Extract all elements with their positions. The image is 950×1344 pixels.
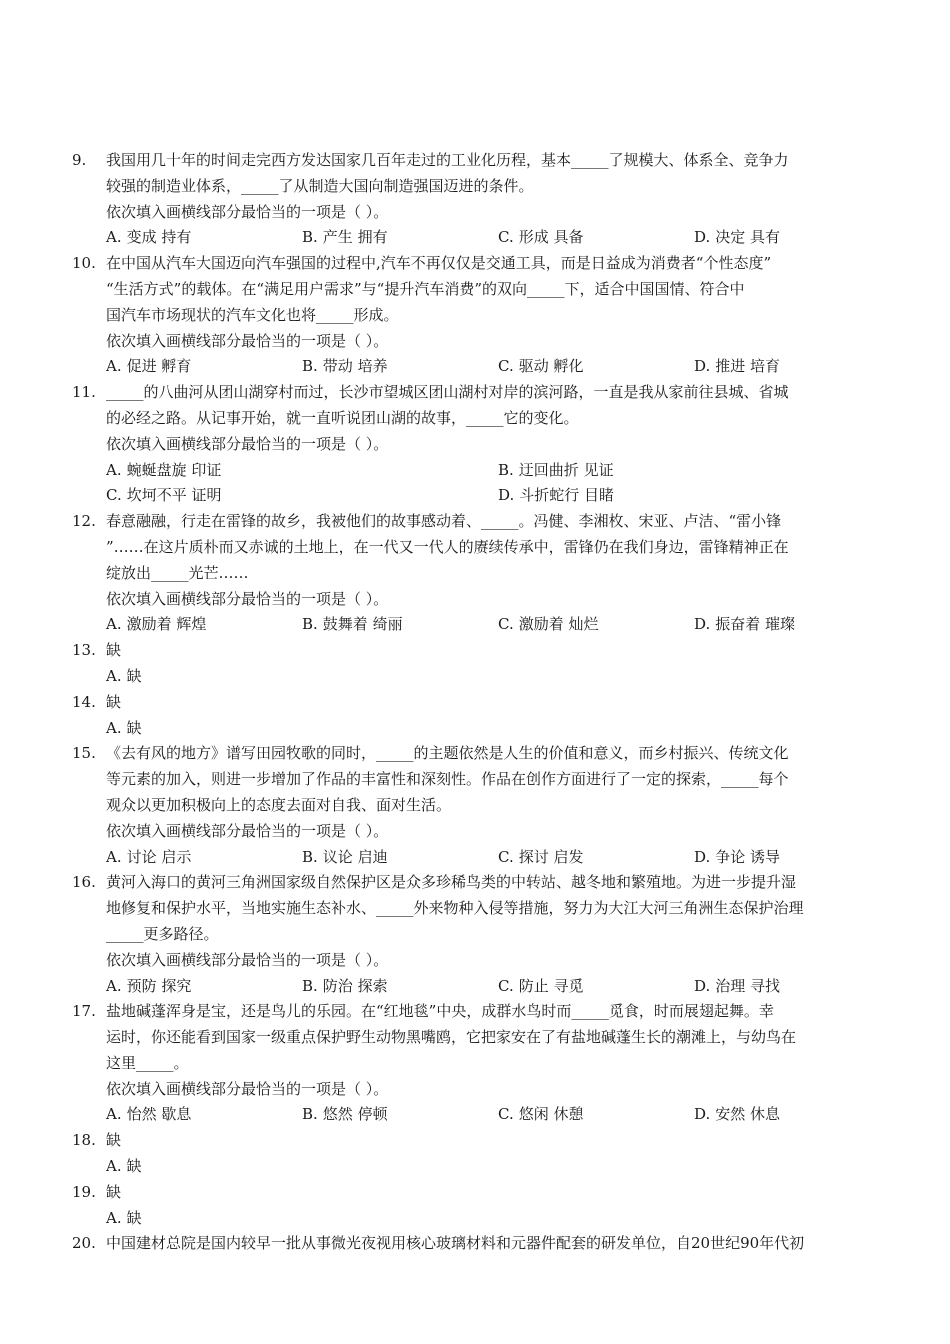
option-text: 探讨 启发 (518, 847, 584, 866)
question-block (72, 148, 880, 251)
option-text: 议论 启迪 (322, 847, 388, 866)
option-label: A. (106, 666, 122, 685)
option-item[interactable] (694, 612, 890, 638)
option-text: 形成 具备 (518, 228, 584, 247)
option-label: A. (106, 847, 122, 866)
question-stem-line: 盐地碱蓬浑身是宝，还是鸟儿的乐园。在“红地毯”中央，成群水鸟时而_____觅食，时而展翅起舞。幸 (106, 1002, 774, 1021)
option-text: 缺 (126, 718, 142, 737)
question-stem-line: 在中国从汽车大国迈向汽车强国的过程中,汽车不再仅仅是交通工具，而是日益成为消费者“个性态度” (106, 254, 772, 273)
options-group (106, 1102, 880, 1128)
option-item[interactable] (106, 1102, 302, 1128)
question-stem-line: “生活方式”的载体。在“满足用户需求”与“提升汽车消费”的双向_____下，适合中国国情、符合中 (106, 279, 745, 298)
option-label: B. (302, 976, 318, 995)
option-text: 预防 探究 (126, 976, 192, 995)
question-stem-line: 《去有风的地方》谱写田园牧歌的同时，_____的主题依然是人生的价值和意义，而乡村振兴、传统文化 (106, 744, 789, 763)
question-number: 16. (72, 873, 96, 892)
option-label: B. (302, 228, 318, 247)
question-block (72, 380, 880, 509)
question-number: 14. (72, 692, 96, 711)
option-text: 安然 休息 (715, 1105, 781, 1124)
option-text: 防治 探索 (322, 976, 388, 995)
question-stem-line: 的必经之路。从记事开始，就一直听说团山湖的故事，_____它的变化。 (106, 408, 579, 427)
question-block (72, 1231, 880, 1257)
option-item[interactable] (694, 974, 890, 1000)
option-text: 缺 (126, 1157, 142, 1176)
option-item[interactable] (498, 1102, 694, 1128)
question-stem-line: ”……在这片质朴而又赤诚的土地上，在一代又一代人的赓续传承中，雷锋仍在我们身边，雷锋精神正在 (106, 537, 789, 556)
options-group (106, 1154, 880, 1180)
question-block (72, 638, 880, 690)
question-block (72, 1128, 880, 1180)
option-label: A. (106, 228, 122, 247)
option-label: B. (498, 460, 514, 479)
option-label: D. (694, 357, 711, 376)
option-label: D. (694, 847, 711, 866)
option-item[interactable] (106, 1154, 880, 1180)
option-label: C. (498, 847, 514, 866)
question-stem-line: 我国用几十年的时间走完西方发达国家几百年走过的工业化历程，基本_____了规模大、体系全、竞争力 (106, 151, 789, 169)
question-number: 13. (72, 641, 96, 660)
question-block (72, 1180, 880, 1232)
question-block (72, 999, 880, 1128)
option-item[interactable] (302, 845, 498, 871)
option-item[interactable] (498, 354, 694, 380)
option-label: A. (106, 976, 122, 995)
question-stem-line: 缺 (106, 692, 122, 711)
option-item[interactable] (106, 612, 302, 638)
option-item[interactable] (498, 845, 694, 871)
option-text: 决定 具有 (715, 228, 781, 247)
question-block (72, 690, 880, 742)
option-text: 促进 孵育 (126, 357, 192, 376)
options-group (106, 612, 880, 638)
option-text: 悠闲 休憩 (518, 1105, 584, 1124)
option-label: A. (106, 460, 122, 479)
question-stem-line: _____更多路径。 (106, 924, 219, 943)
option-item[interactable] (302, 225, 498, 251)
options-group (106, 974, 880, 1000)
question-stem-line: 较强的制造业体系，_____了从制造大国向制造强国迈进的条件。 (106, 176, 534, 195)
question-prompt: 依次填入画横线部分最恰当的一项是（ ）。 (106, 202, 389, 221)
option-text: 治理 寻找 (715, 976, 781, 995)
question-stem-line: 观众以更加积极向上的态度去面对自我、面对生活。 (106, 795, 452, 814)
option-label: C. (498, 976, 514, 995)
question-stem-line: 国汽车市场现状的汽车文化也将_____形成。 (106, 305, 399, 324)
question-stem-line: 缺 (106, 1182, 122, 1201)
option-label: B. (302, 615, 318, 634)
question-number: 10. (72, 254, 96, 273)
question-block (72, 741, 880, 870)
option-label: B. (302, 357, 318, 376)
option-label: B. (302, 847, 318, 866)
question-stem-line: 春意融融，行走在雷锋的故乡，我被他们的故事感动着、_____。冯健、李湘枚、宋亚、卢洁、“雷小锋 (106, 512, 782, 531)
question-stem-line: _____的八曲河从团山湖穿村而过，长沙市望城区团山湖村对岸的滨河路，一直是我从家前往县城、省城 (106, 383, 789, 402)
exam-page (72, 148, 880, 1257)
option-item[interactable] (106, 225, 302, 251)
question-number: 20. (72, 1234, 96, 1253)
option-text: 激励着 灿烂 (518, 615, 599, 634)
option-text: 怡然 歇息 (126, 1105, 192, 1124)
option-item[interactable] (498, 974, 694, 1000)
option-label: B. (302, 1105, 318, 1124)
option-item[interactable] (106, 664, 880, 690)
option-label: C. (498, 615, 514, 634)
option-text: 鼓舞着 绮丽 (322, 615, 403, 634)
options-group (106, 458, 880, 510)
question-prompt: 依次填入画横线部分最恰当的一项是（ ）。 (106, 950, 389, 969)
option-item[interactable] (106, 354, 302, 380)
option-item[interactable] (694, 845, 890, 871)
options-group (106, 225, 880, 251)
question-prompt: 依次填入画横线部分最恰当的一项是（ ）。 (106, 434, 389, 453)
option-item[interactable] (302, 974, 498, 1000)
option-label: C. (498, 228, 514, 247)
question-stem-line: 这里_____。 (106, 1053, 189, 1072)
option-item[interactable] (694, 1102, 890, 1128)
option-label: D. (498, 486, 515, 505)
option-item[interactable] (106, 716, 880, 742)
option-label: C. (498, 1105, 514, 1124)
question-number: 18. (72, 1131, 96, 1150)
option-text: 蜿蜒盘旋 印证 (126, 460, 222, 479)
option-text: 振奋着 璀璨 (715, 615, 796, 634)
option-text: 斗折蛇行 目睹 (519, 486, 615, 505)
option-label: D. (694, 1105, 711, 1124)
option-text: 激励着 辉煌 (126, 615, 207, 634)
option-item[interactable] (106, 974, 302, 1000)
question-stem-line: 缺 (106, 641, 122, 660)
option-item[interactable] (694, 354, 890, 380)
question-stem-line: 地修复和保护水平，当地实施生态补水、_____外来物种入侵等措施，努力为大江大河三角洲生态保护治理 (106, 899, 804, 918)
option-item[interactable] (694, 225, 890, 251)
option-text: 驱动 孵化 (518, 357, 584, 376)
option-label: C. (106, 486, 122, 505)
question-stem-line: 缺 (106, 1131, 122, 1150)
question-block (72, 870, 880, 999)
option-item[interactable] (106, 458, 498, 484)
option-text: 迂回曲折 见证 (518, 460, 614, 479)
option-item[interactable] (498, 225, 694, 251)
option-text: 坎坷不平 证明 (126, 486, 222, 505)
option-label: A. (106, 1157, 122, 1176)
option-label: D. (694, 228, 711, 247)
option-item[interactable] (302, 1102, 498, 1128)
question-number: 17. (72, 1002, 96, 1021)
options-group (106, 716, 880, 742)
question-prompt: 依次填入画横线部分最恰当的一项是（ ）。 (106, 331, 389, 350)
question-prompt: 依次填入画横线部分最恰当的一项是（ ）。 (106, 589, 389, 608)
question-number: 15. (72, 744, 96, 763)
question-stem-line: 运时，你还能看到国家一级重点保护野生动物黑嘴鸥，它把家安在了有盐地碱蓬生长的潮滩上，与幼鸟在 (106, 1028, 797, 1047)
question-stem-line: 绽放出_____光芒…… (106, 563, 249, 582)
option-item[interactable] (498, 612, 694, 638)
option-item[interactable] (106, 483, 498, 509)
options-group (106, 354, 880, 380)
option-label: A. (106, 718, 122, 737)
options-group (106, 845, 880, 871)
option-item[interactable] (498, 458, 890, 484)
question-prompt: 依次填入画横线部分最恰当的一项是（ ）。 (106, 821, 389, 840)
question-prompt: 依次填入画横线部分最恰当的一项是（ ）。 (106, 1079, 389, 1098)
option-text: 带动 培养 (322, 357, 388, 376)
options-group (106, 664, 880, 690)
option-text: 产生 拥有 (322, 228, 388, 247)
question-number: 12. (72, 512, 96, 531)
question-number: 9. (72, 151, 87, 169)
options-group (106, 1206, 880, 1232)
option-text: 争论 诱导 (715, 847, 781, 866)
option-text: 防止 寻觅 (518, 976, 584, 995)
option-text: 悠然 停顿 (322, 1105, 388, 1124)
option-item[interactable] (302, 612, 498, 638)
option-item[interactable] (106, 845, 302, 871)
option-text: 缺 (126, 666, 142, 685)
option-item[interactable] (302, 354, 498, 380)
question-stem-line: 黄河入海口的黄河三角洲国家级自然保护区是众多珍稀鸟类的中转站、越冬地和繁殖地。为进一步提升湿 (106, 873, 797, 892)
option-text: 变成 持有 (126, 228, 192, 247)
question-stem-line: 中国建材总院是国内较早一批从事微光夜视用核心玻璃材料和元器件配套的研发单位，自20世纪90年代初 (106, 1234, 805, 1253)
option-text: 缺 (126, 1208, 142, 1227)
option-label: C. (498, 357, 514, 376)
option-label: D. (694, 976, 711, 995)
option-text: 推进 培育 (715, 357, 781, 376)
question-block (72, 509, 880, 638)
option-label: A. (106, 615, 122, 634)
question-number: 19. (72, 1182, 96, 1201)
option-label: A. (106, 1105, 122, 1124)
option-item[interactable] (498, 483, 890, 509)
question-block (72, 251, 880, 380)
option-label: A. (106, 357, 122, 376)
option-item[interactable] (106, 1206, 880, 1232)
option-label: D. (694, 615, 711, 634)
option-label: A. (106, 1208, 122, 1227)
question-stem-line: 等元素的加入，则进一步增加了作品的丰富性和深刻性。作品在创作方面进行了一定的探索，_____每个 (106, 770, 789, 789)
question-number: 11. (72, 383, 96, 402)
option-text: 讨论 启示 (126, 847, 192, 866)
